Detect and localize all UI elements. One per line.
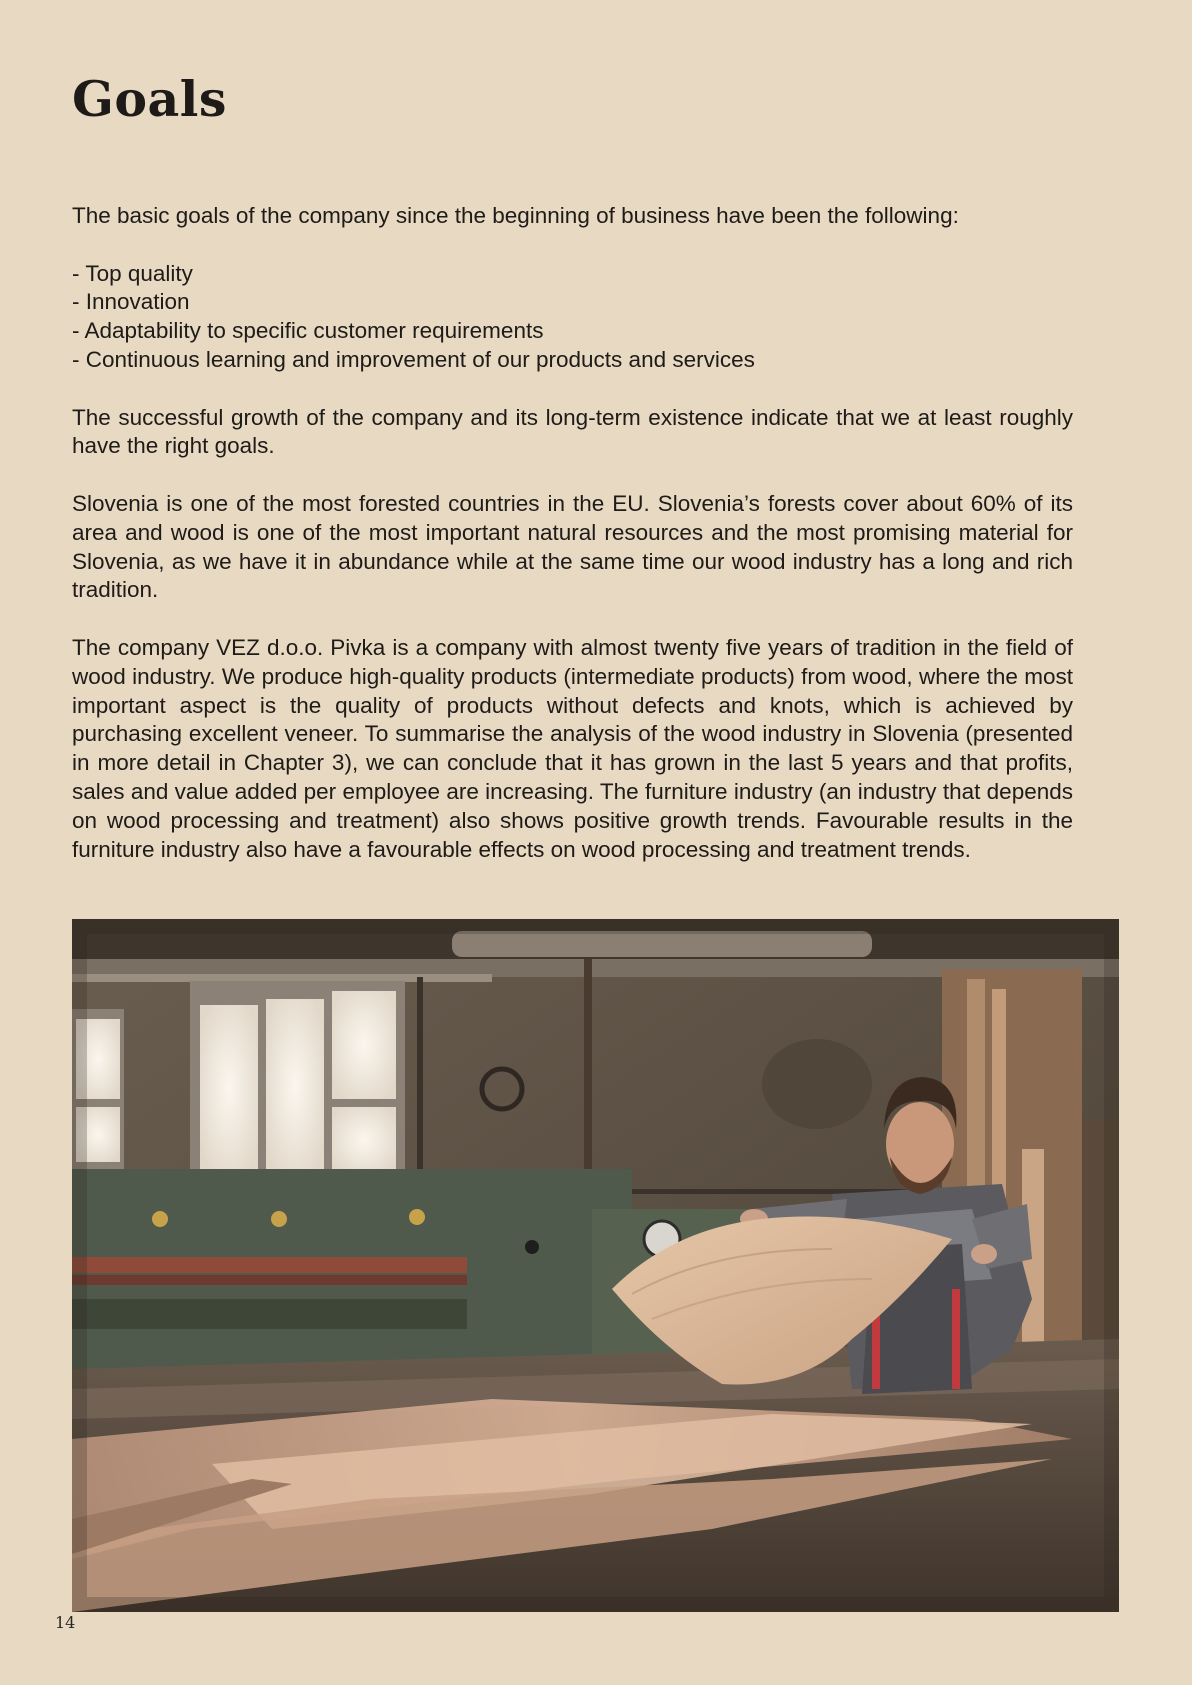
goal-item: - Innovation [72, 289, 190, 315]
body-text [72, 202, 1073, 893]
goal-list [72, 260, 1073, 375]
goal-item: - Top quality [72, 260, 193, 286]
growth-paragraph: The successful growth of the company and its long-term existence indicate that we at least roughly have the right goals. [72, 404, 1073, 459]
company-paragraph: The company VEZ d.o.o. Pivka is a company with almost twenty five years of tradition in the field of wood industry. We produce high-quality products (intermediate products) from wood, where the most important aspect is the quality of products without defects and knots, which is achieved by purchasing excellent veneer. To summarise the analysis of the wood industry in Slovenia (presented in more detail in Chapter 3), we can conclude that it has grown in the last 5 years and that profits, sales and value added per employee are increasing. The furniture industry (an industry that depends on wood processing and treatment) also shows positive growth trends. Favourable results in the furniture industry also have a favourable effects on wood processing and treatment trends. [72, 634, 1073, 862]
slovenia-forests-paragraph: Slovenia is one of the most forested countries in the EU. Slovenia’s forests cover about 60% of its area and wood is one of the most important natural resources and the most promising material for Slovenia, as we have it in abundance while at the same time our wood industry has a long and rich tradition. [72, 490, 1073, 603]
intro-paragraph: The basic goals of the company since the beginning of business have been the following: [72, 203, 959, 228]
goal-item: - Continuous learning and improvement of our products and services [72, 346, 755, 372]
page-number: 14 [55, 1613, 76, 1632]
workshop-photo [72, 919, 1119, 1612]
goal-item: - Adaptability to specific customer requirements [72, 318, 544, 344]
page-title: Goals [72, 70, 227, 128]
